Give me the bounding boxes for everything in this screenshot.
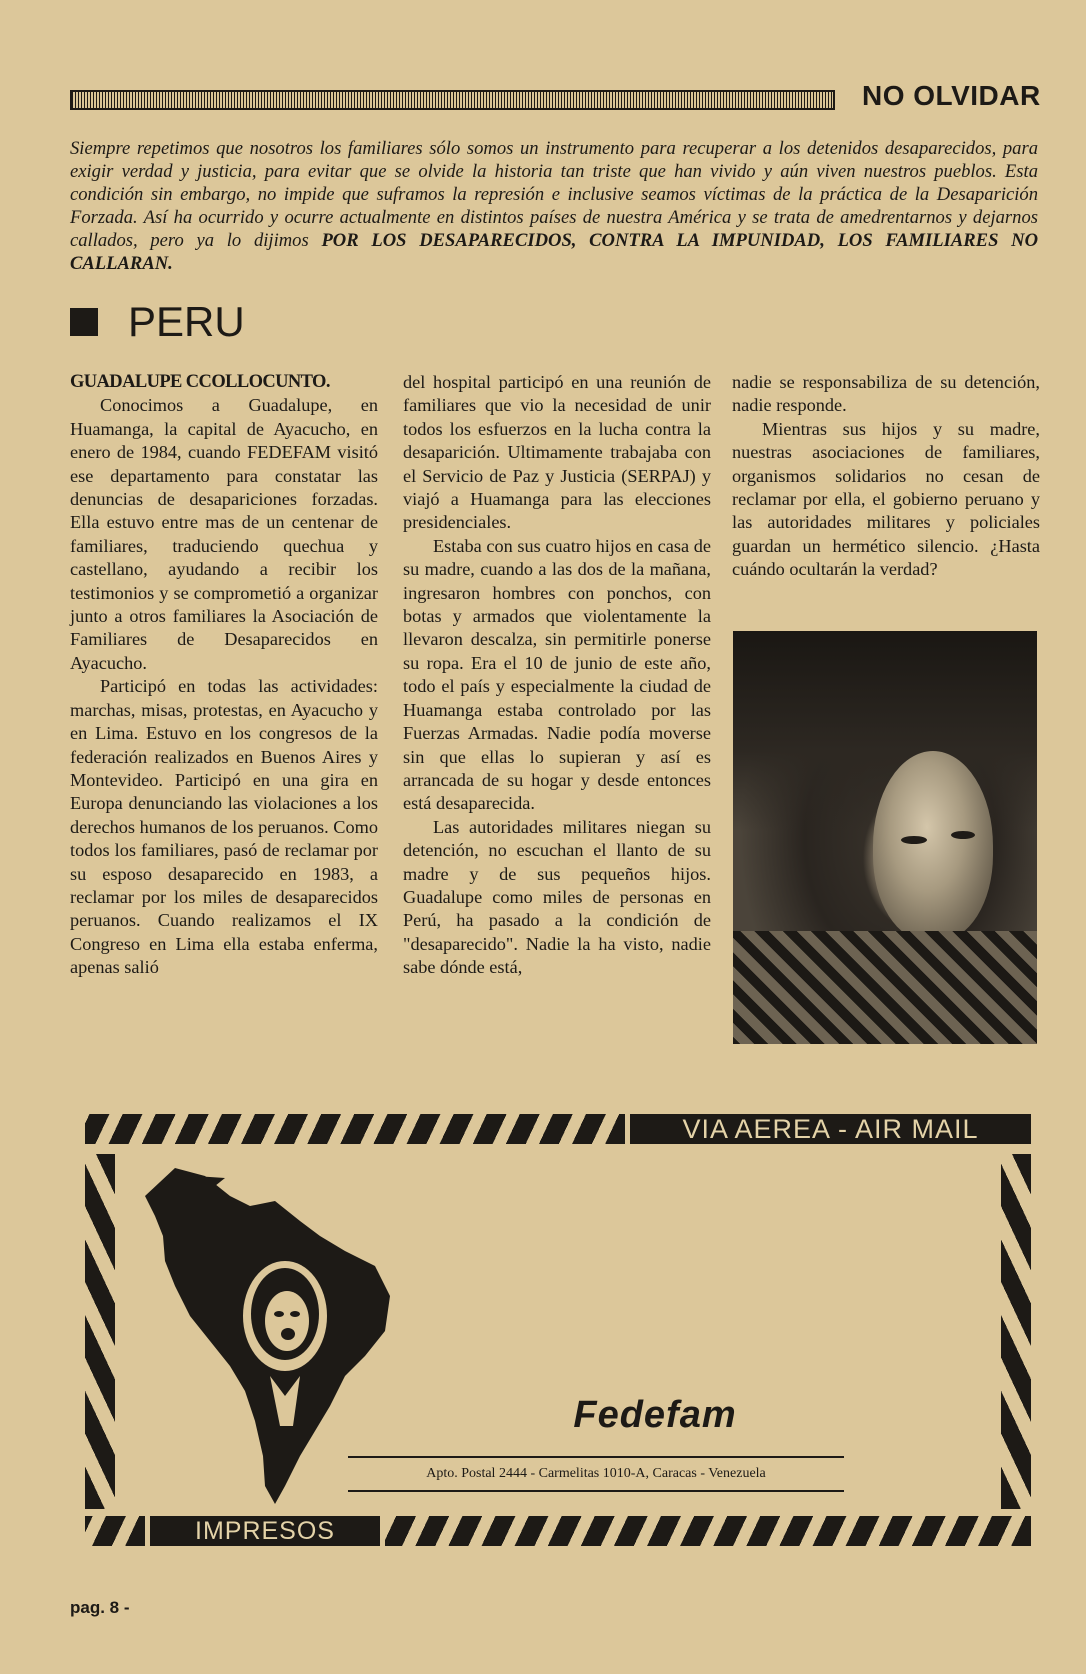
org-logo-text: Fedefam [573,1394,737,1436]
paragraph: Mientras sus hijos y su madre, nuestras asociaciones de familiares, organismos solidarios no cesan de reclamar por ella, el gobierno peruano y las autoridades militares y policiales guardan un hermético silencio. ¿Hasta cuándo ocultarán la verdad? [732,418,1040,580]
photo-shirt [733,931,1037,1044]
intro-paragraph [70,137,1038,275]
intro-text: Siempre repetimos que nosotros los familiares sólo somos un instrumento para recuperar a los detenidos desaparecidos, para exigir verdad y justicia, para evitar que se olvide la historia tan triste que han vivido y aún viven nuestros pueblos. Esta condición sin embargo, no impide que suframos la represión e inclusive seamos víctimas de la práctica de la Desaparición Forzada. Así ha ocurrido y ocurre actualmente en distintos países de nuestra América y se trata de amedrentarnos y dejarnos callados, pero ya lo dijimos [70,138,1038,251]
paragraph: Participó en todas las actividades: marchas, misas, protestas, en Ayacucho y en Lima. Estuvo en los congresos de la federación realizados en Buenos Aires y Montevideo. Participó en una gira en Europa denunciando las violaciones a los derechos humanos de los peruanos. Como todos los familiares, pasó de reclamar por su esposo desaparecido en 1983, a reclamar por los miles de desaparecidos peruanos. Cuando realizamos el IX Congreso en Lima ella estaba enferma, apenas salió [70,676,378,978]
article-column-1 [70,371,378,980]
printed-matter-label: IMPRESOS [150,1516,380,1546]
article-column-2 [403,371,711,980]
portrait-photo [733,631,1037,1044]
airmail-stripe-bottom-left [85,1516,145,1546]
article-column-3 [732,371,1040,582]
person-name: GUADALUPE CCOLLOCUNTO. [70,372,330,392]
paragraph: Estaba con sus cuatro hijos en casa de su madre, cuando a las dos de la mañana, ingresaron hombres con ponchos, con botas y armados que violentamente la llevaron descalza, sin permitirle ponerse su ropa. Era el 10 de junio de este año, todo el país y especialmente la ciudad de Huamanga estaba controlado por las Fuerzas Armadas. Nadie podía moverse sin que ellas lo supieran y así es arrancada de su hogar y desde entonces está desaparecida. [403,535,711,814]
photo-eye [901,836,927,844]
intro-emphasis: POR LOS DESAPARECIDOS, CONTRA LA IMPUNIDAD, LOS FAMILIARES NO CALLARAN. [70,230,1039,274]
photo-face [873,751,993,941]
paragraph: Las autoridades militares niegan su detención, no escuchan el llanto de su madre y de sus pequeños hijos. Guadalupe como miles de personas en Perú, ha pasado a la condición de "desaparecido". Nadie la ha visto, nadie sabe dónde está, [403,816,711,978]
postal-address: Apto. Postal 2444 - Carmelitas 1010-A, Caracas - Venezuela [348,1456,844,1492]
bullet-square-icon [70,308,98,336]
paragraph: nadie se responsabiliza de su detención, nadie responde. [732,372,1040,416]
section-title: NO OLVIDAR [862,80,1041,111]
page-number: pag. 8 - [70,1598,130,1617]
header-rule [70,90,835,110]
photo-eye [951,831,975,839]
country-heading [70,298,245,346]
airmail-stripe-left [85,1154,115,1509]
airmail-stripe-bottom [385,1516,1031,1546]
airmail-stripe-right [1001,1154,1031,1509]
paragraph: del hospital participó en una reunión de familiares que vio la necesidad de unir todos los esfuerzos en la lucha contra la desaparición. Ultimamente trabajaba con el Servicio de Paz y Justicia (SERPAJ) y viajó a Huamanga para las elecciones presidenciales. [403,372,711,533]
airmail-envelope [85,1114,1031,1546]
paragraph: Conocimos a Guadalupe, en Huamanga, la capital de Ayacucho, en enero de 1984, cuando FEDEFAM visitó ese departamento para constatar las denuncias de desapariciones forzadas. Ella estuvo entre mas de un centenar de familiares, traduciendo quechua y castellano, ayudando a recibir los testimonios y se comprometió a organizar junto a otros familiares la Asociación de Familiares de Desaparecidos en Ayacucho. [70,395,378,673]
south-america-map-icon [135,1166,425,1506]
airmail-stripe-top [85,1114,625,1144]
airmail-label: VIA AEREA - AIR MAIL [630,1114,1031,1144]
country-name: PERU [128,298,245,345]
